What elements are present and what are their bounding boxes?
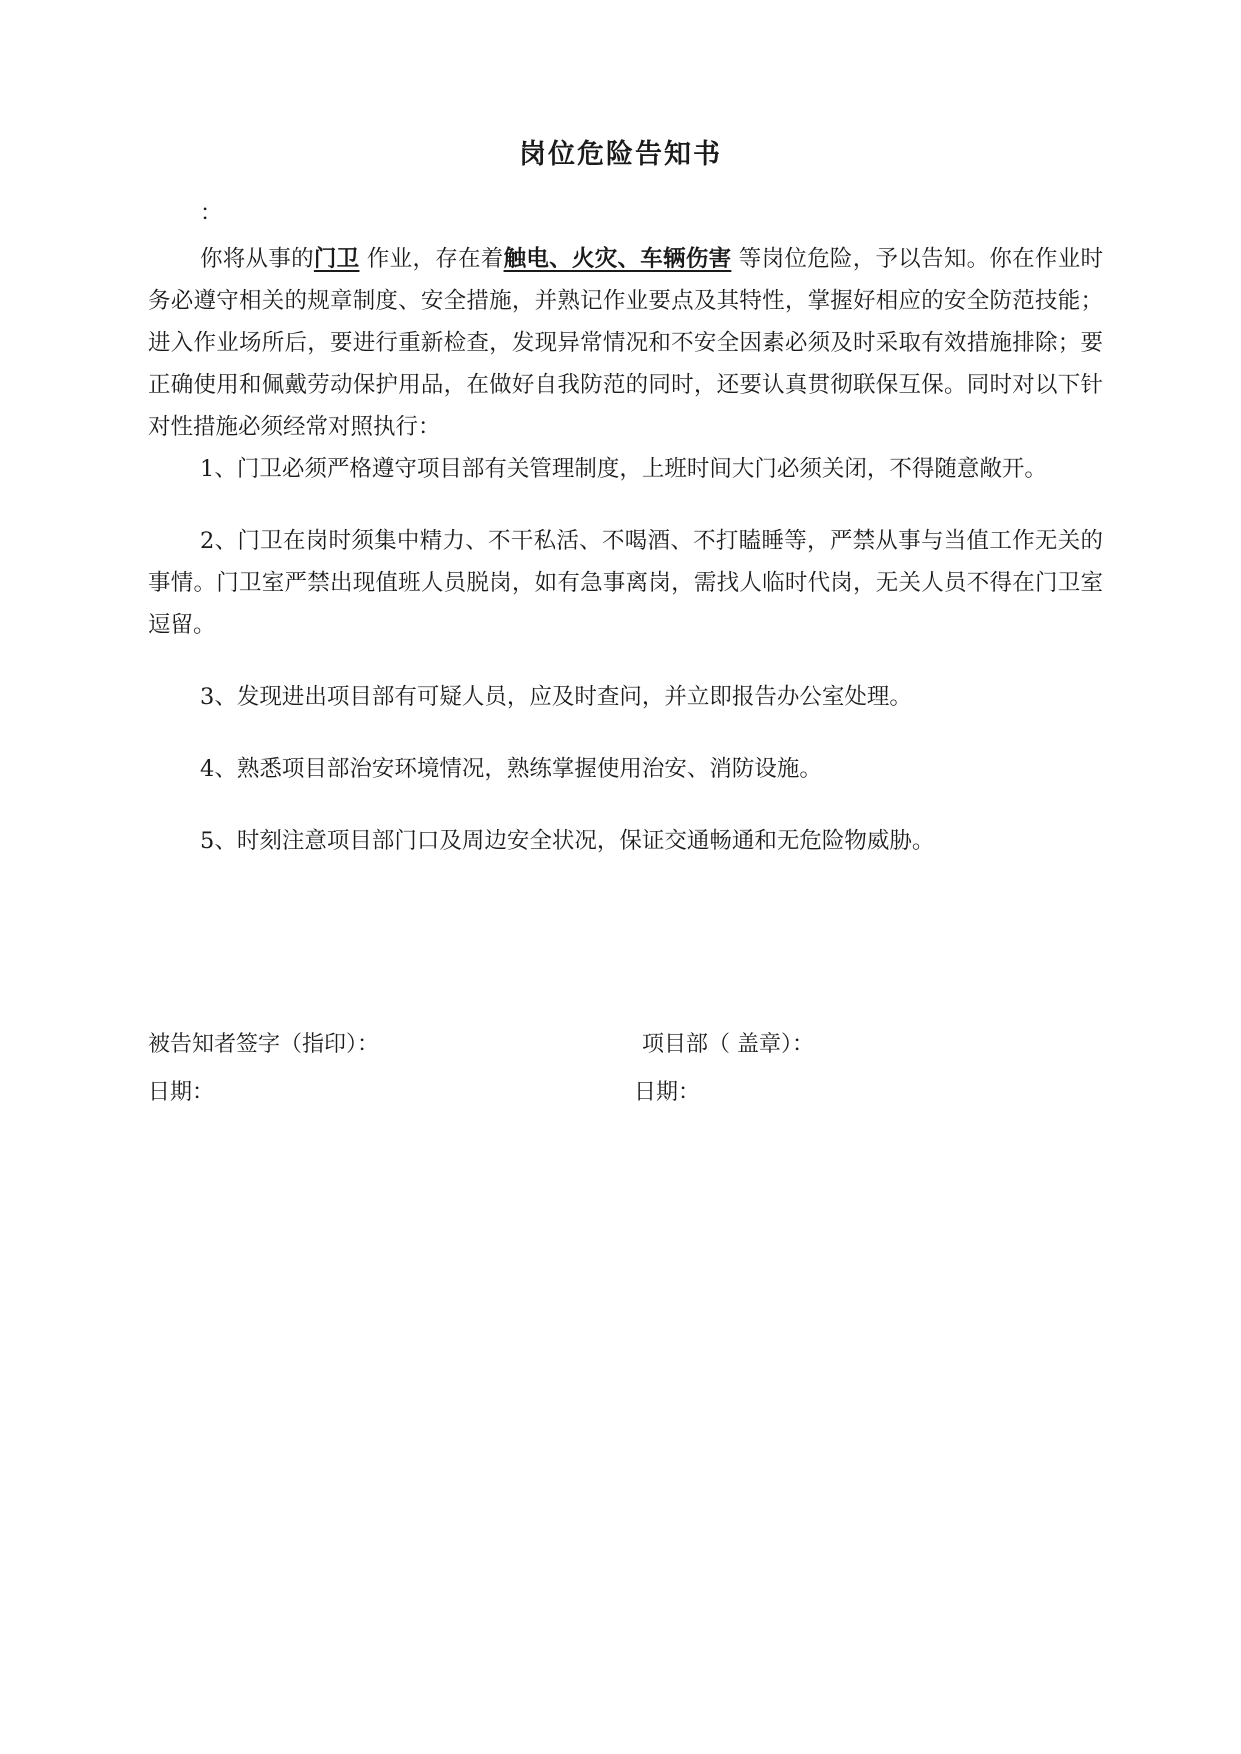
document-body (148, 238, 1103, 862)
project-date-label: 日期： (634, 1080, 701, 1105)
intro-text-end: 等岗位危险，予以告知。你在作业时务必遵守相关的规章制度、安全措施，并熟记作业要点及其特性，掌握好相应的安全防范技能；进入作业场所后，要进行重新检查，发现异常情况和不安全因素必须及时采取有效措施排除；要正确使用和佩戴劳动保护用品，在做好自我防范的同时，还要认真贯彻联保互保。同时对以下针对性措施必须经常对照执行： (148, 246, 1103, 440)
measure-item-4: 4、熟悉项目部治安环境情况，熟练掌握使用治安、消防设施。 (200, 756, 822, 782)
document-title: 岗位危险告知书 (519, 139, 722, 170)
intro-paragraph (148, 238, 1103, 448)
signee-signature-label: 被告知者签字（指印）： (148, 1032, 380, 1057)
job-name-fill: 门卫 (313, 246, 360, 272)
project-seal-label: 项目部（ 盖章）： (642, 1032, 814, 1057)
intro-text-start: 你将从事的 (200, 246, 314, 272)
recipient-line: ： (200, 201, 223, 226)
hazards-fill: 触电、火灾、车辆伤害 (503, 246, 732, 272)
measure-item-1: 1、门卫必须严格遵守项目部有关管理制度，上班时间大门必须关闭，不得随意敞开。 (200, 456, 1047, 482)
measure-item-5: 5、时刻注意项目部门口及周边安全状况，保证交通畅通和无危险物威胁。 (200, 828, 935, 854)
measure-item-3: 3、发现进出项目部有可疑人员，应及时查问，并立即报告办公室处理。 (200, 684, 912, 710)
measure-item-2: 2、门卫在岗时须集中精力、不干私活、不喝酒、不打瞌睡等，严禁从事与当值工作无关的事情。门卫室严禁出现值班人员脱岗，如有急事离岗，需找人临时代岗，无关人员不得在门卫室逗留。 (148, 528, 1103, 638)
signee-date-label: 日期： (148, 1080, 215, 1105)
intro-text-mid: 作业，存在着 (359, 246, 504, 272)
